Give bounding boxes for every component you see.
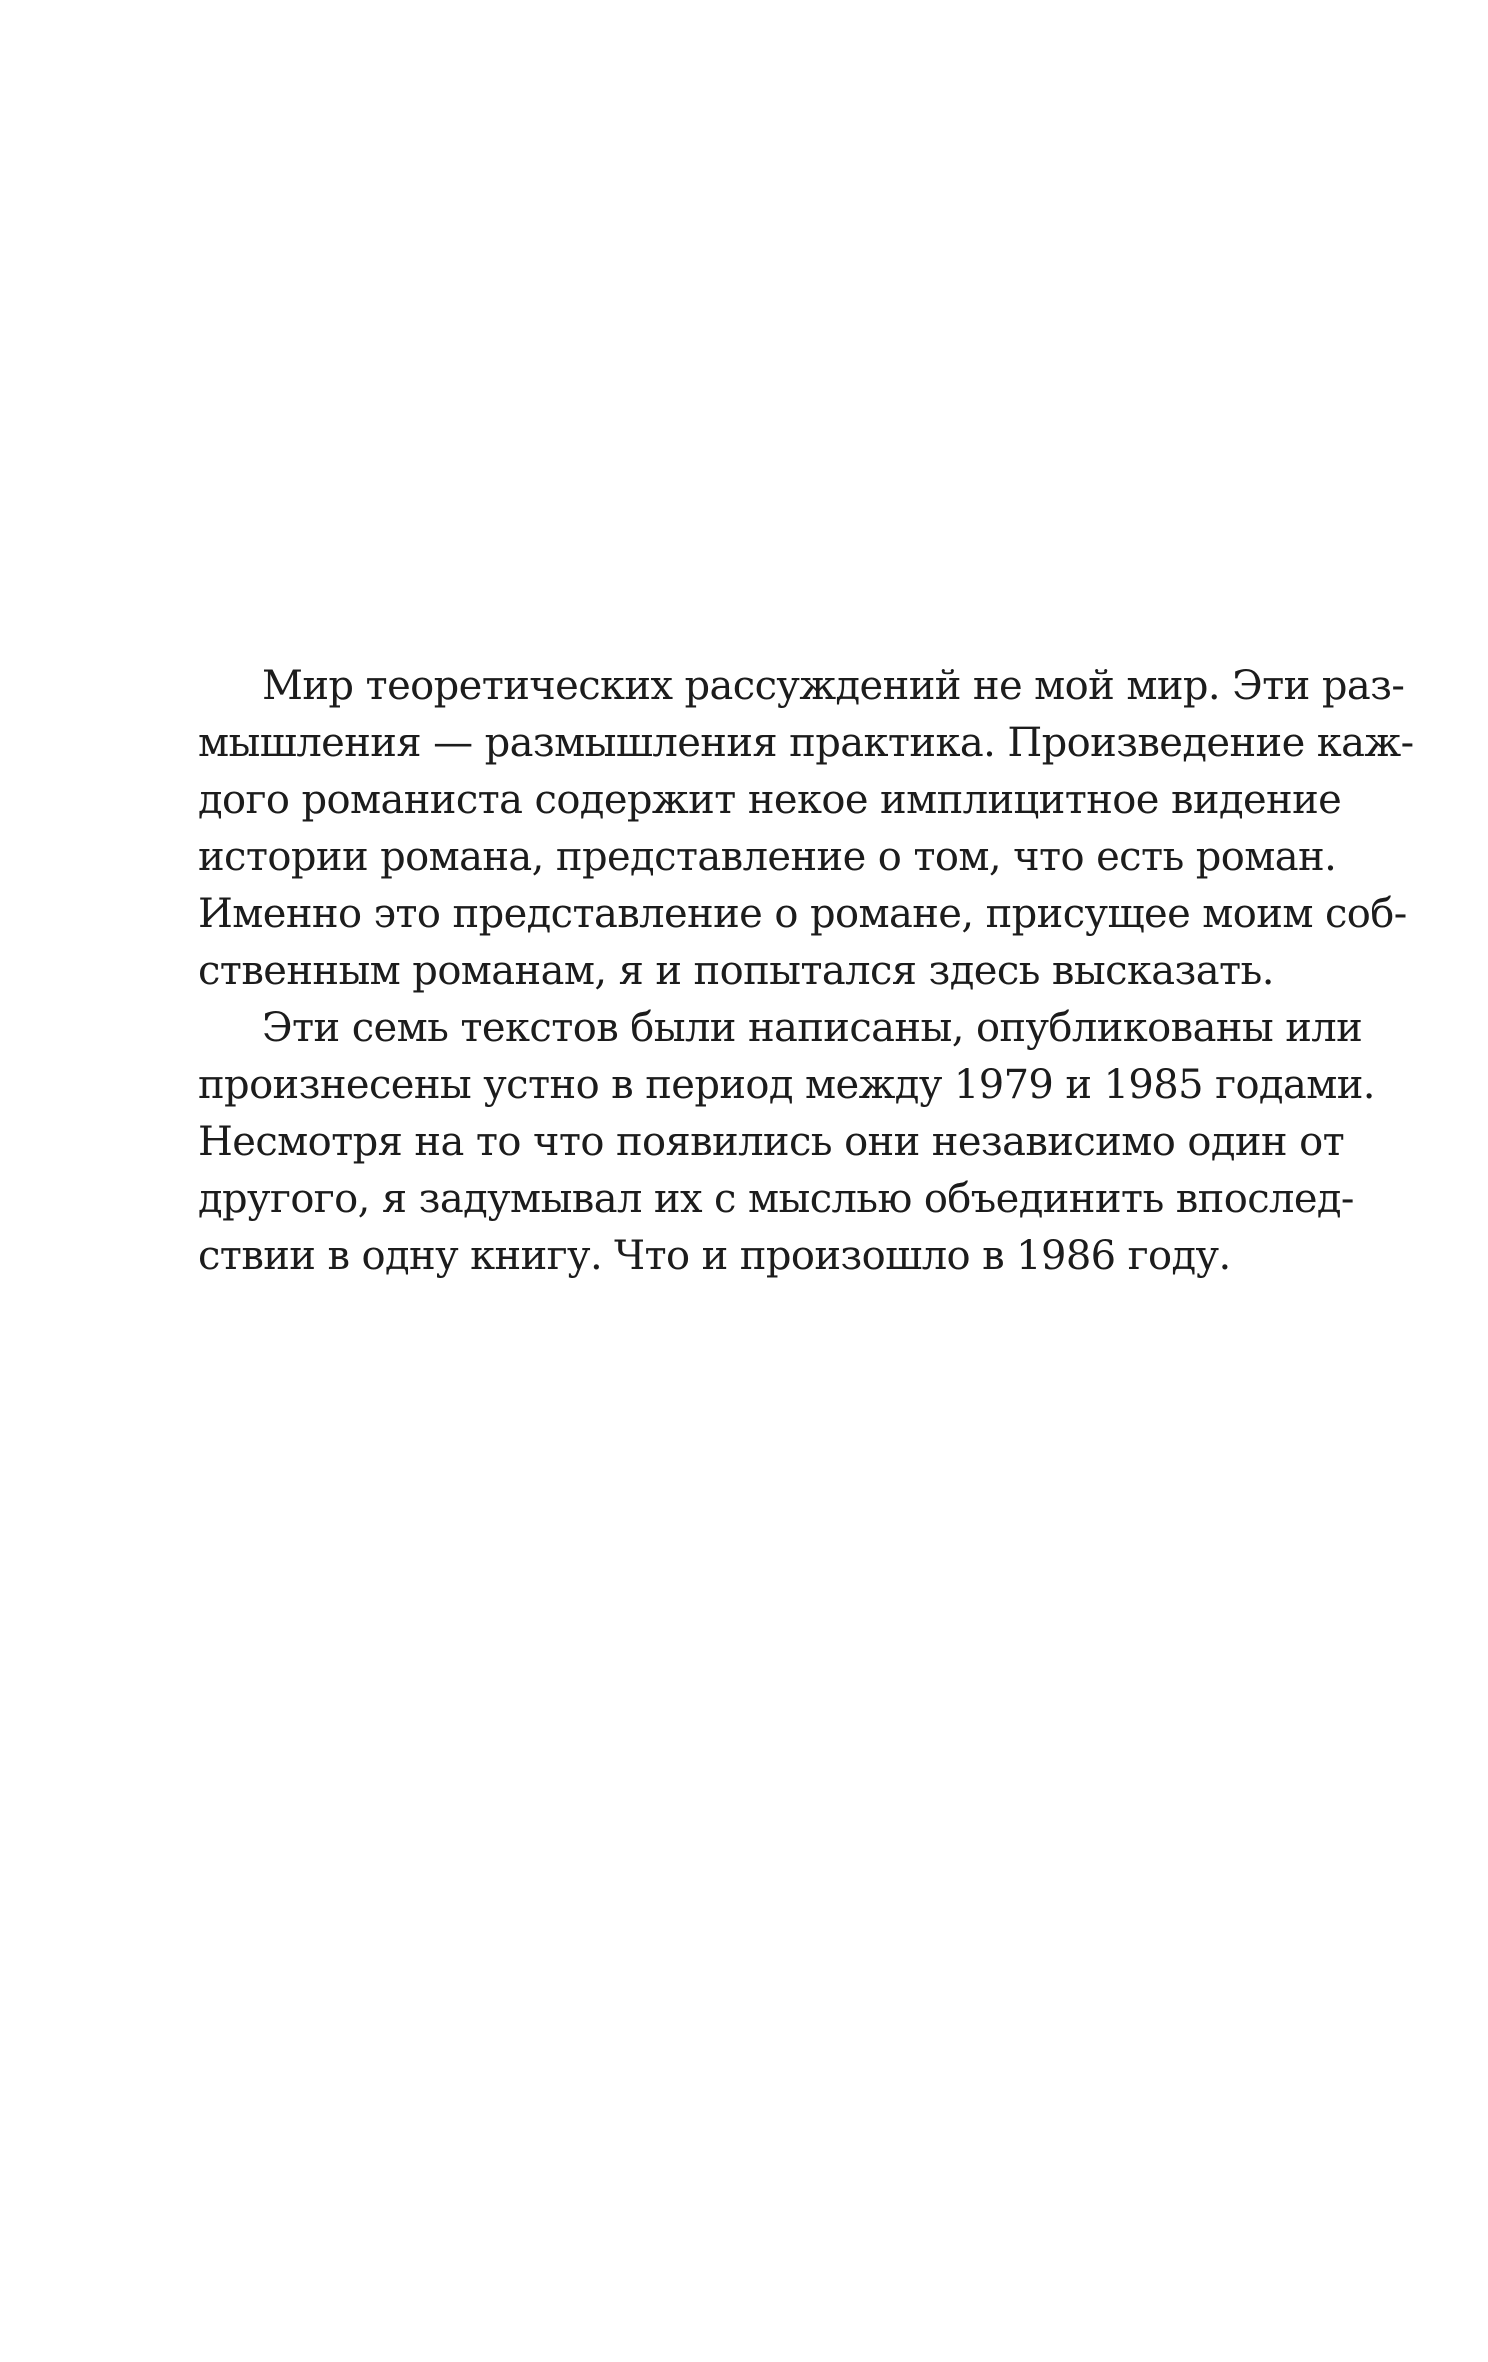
text-line: другого, я задумывал их с мыслью объединить впослед-	[198, 1176, 1354, 1222]
text-line: дого романиста содержит некое имплицитное видение	[198, 777, 1342, 823]
text-line: Несмотря на то что появились они независимо один от	[198, 1119, 1345, 1165]
body-text	[198, 658, 1414, 1285]
paragraph-2	[198, 1000, 1375, 1285]
paragraph-1	[198, 658, 1414, 1000]
text-line: ственным романам, я и попытался здесь высказать.	[198, 948, 1274, 994]
text-line: Эти семь текстов были написаны, опубликованы или	[262, 1005, 1363, 1051]
text-line: мышления — размышления практика. Произведение каж-	[198, 720, 1414, 766]
text-line: Именно это представление о романе, присущее моим соб-	[198, 891, 1407, 937]
text-line: произнесены устно в период между 1979 и 1985 годами.	[198, 1062, 1375, 1108]
text-line: ствии в одну книгу. Что и произошло в 1986 году.	[198, 1233, 1231, 1279]
text-line: Мир теоретических рассуждений не мой мир. Эти раз-	[262, 663, 1405, 709]
text-line: истории романа, представление о том, что есть роман.	[198, 834, 1337, 880]
